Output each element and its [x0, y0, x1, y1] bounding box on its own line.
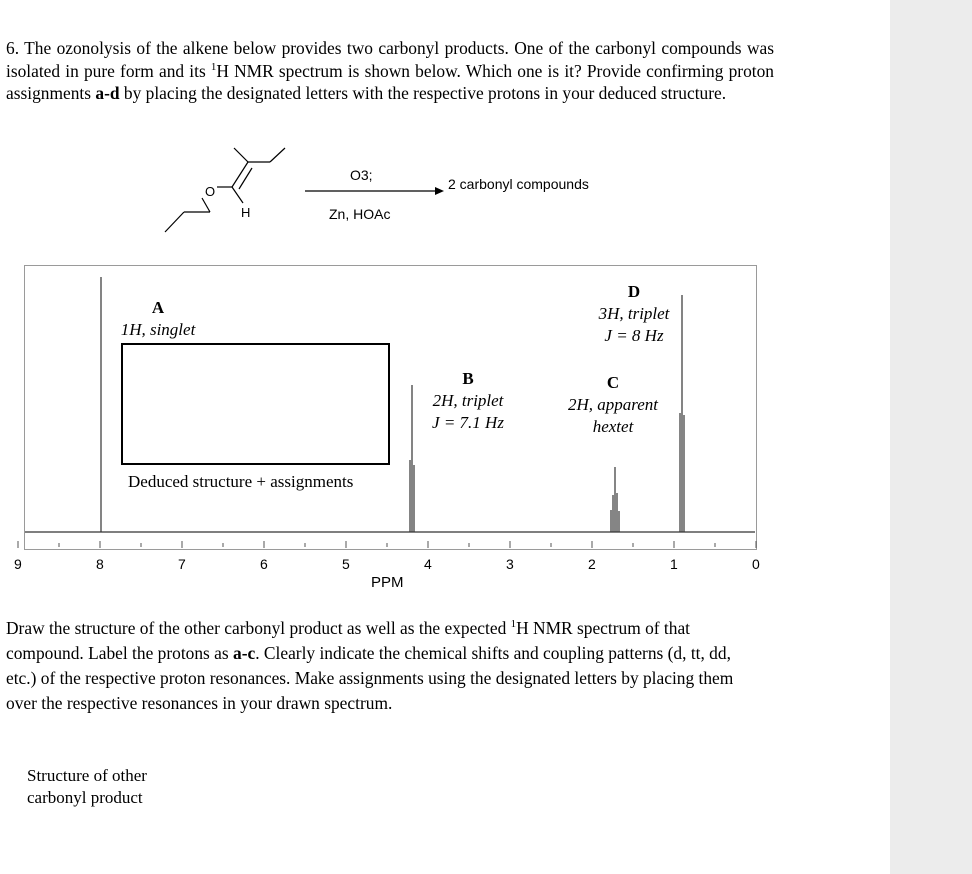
peak-b-letter: B: [462, 369, 474, 388]
bond: [270, 148, 285, 162]
question-number: 6.: [6, 38, 20, 58]
proton-range-bold: a-d: [95, 83, 120, 103]
tick-label: 2: [588, 556, 596, 572]
question-part-3: by placing the designated letters with the respective protons in your deduced structure.: [119, 83, 727, 103]
superscript-1: 1: [210, 60, 217, 73]
peak-d-letter: D: [627, 282, 641, 301]
tick-label: 1: [670, 556, 678, 572]
bond: [165, 212, 184, 232]
tick-label: 3: [506, 556, 514, 572]
peak-b: [410, 385, 414, 532]
bond: [232, 187, 243, 203]
peak-a-label: [110, 297, 206, 341]
tick-label: 0: [752, 556, 760, 572]
reagent-ozone: O3;: [350, 167, 373, 183]
tick-label: 7: [178, 556, 186, 572]
superscript-2: 1: [510, 618, 517, 631]
other-structure-label: [27, 765, 147, 809]
reagent-zinc: Zn, HOAc: [329, 206, 391, 222]
tick-label: 8: [96, 556, 104, 572]
tick-label: 5: [342, 556, 350, 572]
tick-label: 9: [14, 556, 22, 572]
part2-text-2: H NMR spectrum of that compound. Label the protons as: [6, 618, 691, 663]
bond: [234, 148, 248, 162]
peak-a-multiplicity: 1H, singlet: [120, 320, 196, 339]
question-part-1: The ozonolysis of the alkene below provides two carbonyl products. One of the carbonyl compounds was isolated in pure form and its: [6, 38, 774, 81]
tick-label: 6: [260, 556, 268, 572]
bond: [232, 162, 248, 187]
peak-c-letter: C: [606, 373, 620, 392]
bond: [202, 198, 210, 212]
question-text: [6, 37, 774, 105]
hydrogen-atom: H: [241, 205, 251, 220]
peak-b-coupling: J = 7.1 Hz: [432, 413, 504, 432]
part2-text-3: . Clearly indicate the chemical shifts and coupling patterns (d, tt, dd, etc.) of the respective proton resonances. Make assignments using the designated letters by placing them over the respective resonances in your drawn spectrum.: [6, 643, 734, 713]
deduced-structure-box[interactable]: [121, 343, 390, 465]
axis-label: PPM: [371, 574, 404, 591]
peak-d-coupling: J = 8 Hz: [604, 326, 664, 345]
peak-d-label: [586, 281, 682, 347]
peak-c-pattern: hextet: [592, 417, 634, 436]
alkene-structure: [150, 140, 310, 240]
peak-c-label: [554, 372, 672, 438]
other-structure-line2: carbonyl product: [27, 788, 143, 807]
peak-c-multiplicity: 2H, apparent: [567, 395, 659, 414]
bond: [239, 168, 252, 189]
tick-label: 4: [424, 556, 432, 572]
part2-text-1: Draw the structure of the other carbonyl product as well as the expected: [6, 618, 511, 638]
box-caption: Deduced structure + assignments: [128, 472, 354, 491]
peak-a-letter: A: [151, 298, 165, 317]
question-part-2: H NMR spectrum is shown below. Which one is it? Provide confirming proton assignments: [6, 60, 774, 103]
peak-d-multiplicity: 3H, triplet: [598, 304, 670, 323]
part2-text: [6, 616, 750, 716]
oxygen-atom: O: [205, 184, 216, 199]
right-sidebar: [890, 0, 972, 874]
peak-b-multiplicity: 2H, triplet: [432, 391, 504, 410]
product-label: 2 carbonyl compounds: [448, 176, 589, 192]
peak-b-label: [416, 368, 520, 434]
label-range-bold: a-c: [233, 643, 256, 663]
reaction-arrow: [305, 186, 445, 196]
other-structure-line1: Structure of other: [27, 766, 147, 785]
peak-c: [611, 467, 619, 532]
